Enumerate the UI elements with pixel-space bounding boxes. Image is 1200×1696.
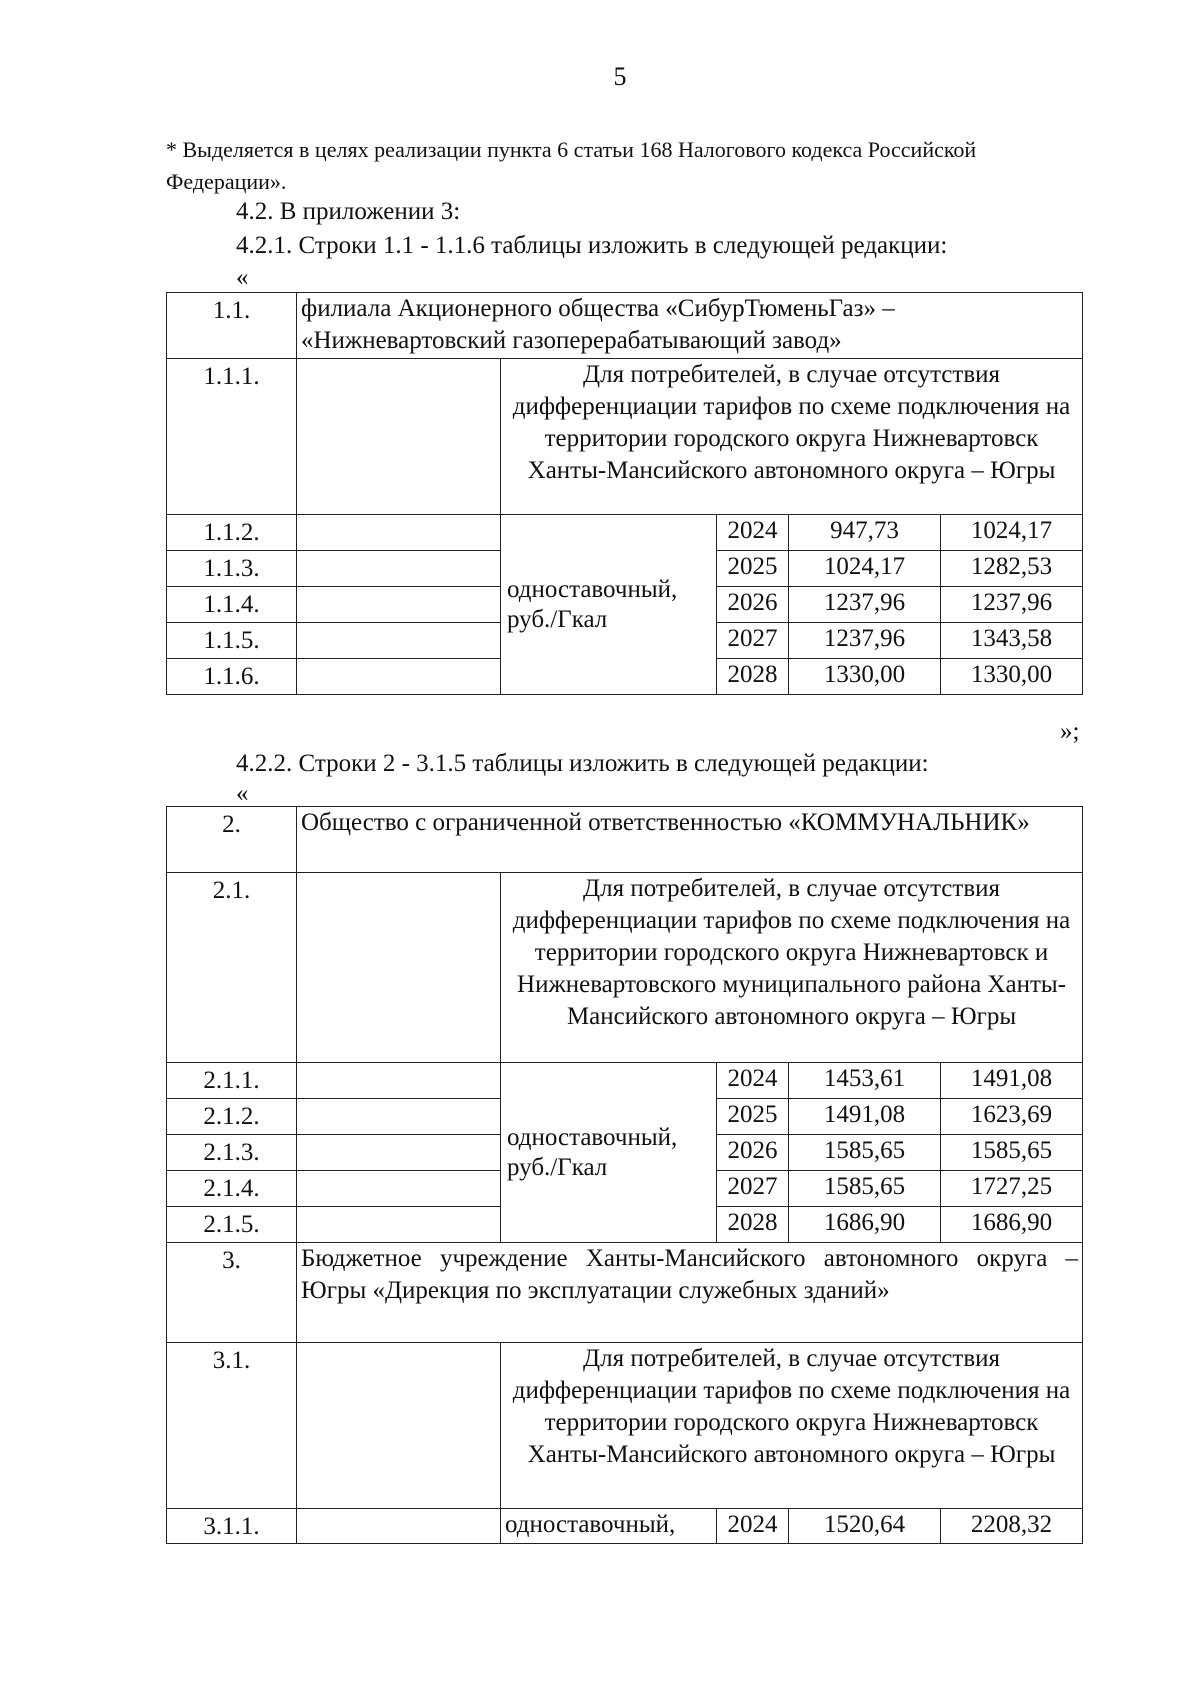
row-number: 1.1.3. bbox=[167, 551, 297, 587]
row-number: 2. bbox=[167, 807, 297, 873]
empty-cell bbox=[297, 587, 501, 623]
value-cell: 1585,65 bbox=[789, 1171, 941, 1207]
empty-cell bbox=[297, 1099, 501, 1135]
paragraph-4-2: 4.2. В приложении 3: bbox=[236, 198, 461, 225]
row-number: 2.1.5. bbox=[167, 1207, 297, 1243]
table-row bbox=[167, 293, 1083, 359]
value-cell: 1585,65 bbox=[941, 1135, 1083, 1171]
year-cell: 2024 bbox=[717, 1509, 789, 1544]
value-cell: 1024,17 bbox=[789, 551, 941, 587]
organization-title: Бюджетное учреждение Ханты-Мансийского автономного округа – Югры «Дирекция по эксплуатации служебных зданий» bbox=[297, 1243, 1083, 1343]
table-row bbox=[167, 359, 1083, 515]
row-number: 1.1.4. bbox=[167, 587, 297, 623]
value-cell: 1343,58 bbox=[941, 623, 1083, 659]
value-cell: 1330,00 bbox=[941, 659, 1083, 695]
year-cell: 2026 bbox=[717, 1135, 789, 1171]
value-cell: 1237,96 bbox=[789, 587, 941, 623]
value-cell: 1585,65 bbox=[789, 1135, 941, 1171]
value-cell: 1453,61 bbox=[789, 1063, 941, 1099]
empty-cell bbox=[297, 1207, 501, 1243]
row-number: 1.1. bbox=[167, 293, 297, 359]
footnote-line-1: * Выделяется в целях реализации пункта 6 статьи 168 Налогового кодекса Российской bbox=[166, 137, 977, 162]
empty-cell bbox=[297, 623, 501, 659]
empty-cell bbox=[297, 1343, 501, 1509]
footnote-line-2: Федерации». bbox=[166, 169, 287, 194]
year-cell: 2027 bbox=[717, 623, 789, 659]
value-cell: 1520,64 bbox=[789, 1509, 941, 1544]
row-number: 2.1.2. bbox=[167, 1099, 297, 1135]
value-cell: 1330,00 bbox=[789, 659, 941, 695]
consumer-description: Для потребителей, в случае отсутствия дифференциации тарифов по схеме подключения на территории городского округа Нижневартовск и Нижневартовского муниципального района Ханты-Мансийского автономного округа – Югры bbox=[501, 873, 1083, 1063]
value-cell: 1686,90 bbox=[941, 1207, 1083, 1243]
year-cell: 2025 bbox=[717, 551, 789, 587]
row-number: 2.1. bbox=[167, 873, 297, 1063]
organization-title: Общество с ограниченной ответственностью «КОММУНАЛЬНИК» bbox=[297, 807, 1083, 873]
table-row bbox=[167, 807, 1083, 873]
empty-cell bbox=[297, 873, 501, 1063]
empty-cell bbox=[297, 659, 501, 695]
row-number: 3.1. bbox=[167, 1343, 297, 1509]
value-cell: 1623,69 bbox=[941, 1099, 1083, 1135]
row-number: 1.1.5. bbox=[167, 623, 297, 659]
tariff-unit: одноставочный, bbox=[501, 1509, 717, 1544]
year-cell: 2024 bbox=[717, 1063, 789, 1099]
empty-cell bbox=[297, 1171, 501, 1207]
row-number: 2.1.3. bbox=[167, 1135, 297, 1171]
row-number: 1.1.2. bbox=[167, 515, 297, 551]
value-cell: 1686,90 bbox=[789, 1207, 941, 1243]
value-cell: 2208,32 bbox=[941, 1509, 1083, 1544]
page-number: 5 bbox=[613, 62, 627, 91]
value-cell: 1491,08 bbox=[941, 1063, 1083, 1099]
table-row bbox=[167, 873, 1083, 1063]
row-number: 1.1.1. bbox=[167, 359, 297, 515]
paragraph-4-2-1: 4.2.1. Строки 1.1 - 1.1.6 таблицы изложить в следующей редакции: bbox=[236, 232, 948, 259]
tariff-table-2 bbox=[166, 806, 1083, 1544]
value-cell: 1282,53 bbox=[941, 551, 1083, 587]
organization-title: филиала Акционерного общества «СибурТюменьГаз» – «Нижневартовский газоперерабатывающий завод» bbox=[297, 293, 1083, 359]
consumer-description: Для потребителей, в случае отсутствия дифференциации тарифов по схеме подключения на территории городского округа Нижневартовск Ханты-Мансийского автономного округа – Югры bbox=[501, 1343, 1083, 1509]
quote-open-2: « bbox=[236, 780, 249, 807]
empty-cell bbox=[297, 1509, 501, 1544]
value-cell: 1024,17 bbox=[941, 515, 1083, 551]
row-number: 2.1.1. bbox=[167, 1063, 297, 1099]
paragraph-4-2-2: 4.2.2. Строки 2 - 3.1.5 таблицы изложить в следующей редакции: bbox=[236, 750, 929, 777]
tariff-unit: одноставочный, руб./Гкал bbox=[501, 515, 717, 695]
year-cell: 2028 bbox=[717, 659, 789, 695]
empty-cell bbox=[297, 1135, 501, 1171]
consumer-description: Для потребителей, в случае отсутствия дифференциации тарифов по схеме подключения на территории городского округа Нижневартовск Ханты-Мансийского автономного округа – Югры bbox=[501, 359, 1083, 515]
empty-cell bbox=[297, 515, 501, 551]
table-row bbox=[167, 1243, 1083, 1343]
value-cell: 1491,08 bbox=[789, 1099, 941, 1135]
quote-close-1: »; bbox=[1060, 718, 1080, 745]
year-cell: 2028 bbox=[717, 1207, 789, 1243]
value-cell: 1237,96 bbox=[789, 623, 941, 659]
row-number: 3.1.1. bbox=[167, 1509, 297, 1544]
table-row bbox=[167, 1343, 1083, 1509]
empty-cell bbox=[297, 1063, 501, 1099]
row-number: 2.1.4. bbox=[167, 1171, 297, 1207]
year-cell: 2027 bbox=[717, 1171, 789, 1207]
row-number: 1.1.6. bbox=[167, 659, 297, 695]
value-cell: 1237,96 bbox=[941, 587, 1083, 623]
table-row bbox=[167, 515, 1083, 551]
empty-cell bbox=[297, 359, 501, 515]
empty-cell bbox=[297, 551, 501, 587]
row-number: 3. bbox=[167, 1243, 297, 1343]
tariff-table-1 bbox=[166, 292, 1083, 695]
year-cell: 2026 bbox=[717, 587, 789, 623]
tariff-unit: одноставочный, руб./Гкал bbox=[501, 1063, 717, 1243]
table-row bbox=[167, 1063, 1083, 1099]
year-cell: 2025 bbox=[717, 1099, 789, 1135]
year-cell: 2024 bbox=[717, 515, 789, 551]
quote-open-1: « bbox=[236, 264, 249, 291]
value-cell: 1727,25 bbox=[941, 1171, 1083, 1207]
value-cell: 947,73 bbox=[789, 515, 941, 551]
table-row bbox=[167, 1509, 1083, 1544]
